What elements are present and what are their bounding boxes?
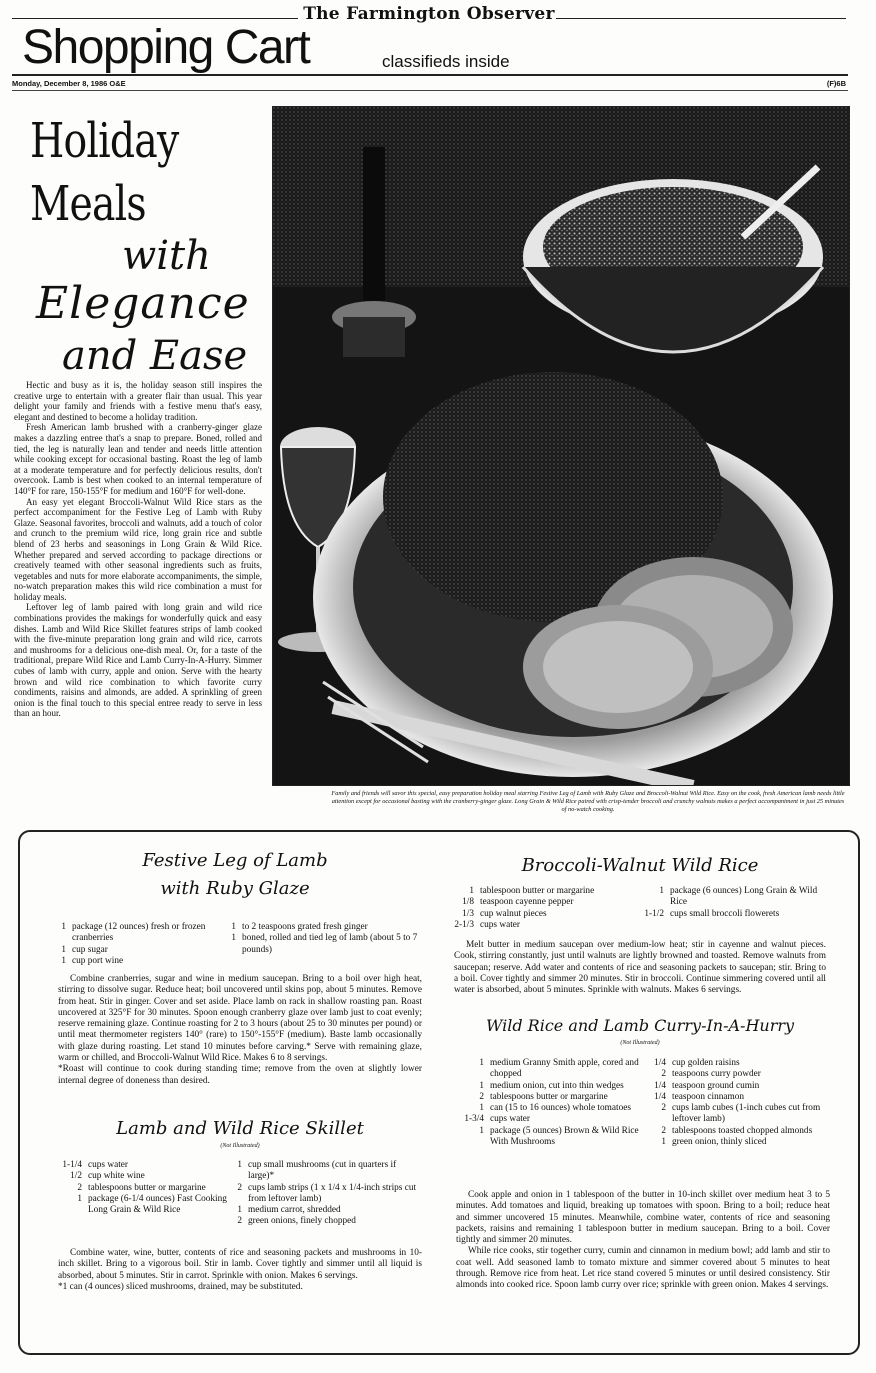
ingredient-text: cups water [490,1114,531,1125]
ingredient-line [640,886,820,909]
ingredient-line [58,1183,233,1194]
article-paragraph: An easy yet elegant Broccoli-Walnut Wild Rice stars as the perfect accompaniment for the Festive Leg of Lamb with Ruby Glaze. Seasonal favorites, broccoli and walnuts, add a touch of color and crunch to the premium wild rice, long grain rice and subtle blend of 23 herbs and seasonings in Long Grain & Wild Rice. Whether prepared and served according to package directions or creatively teamed with other seasonal ingredients such as fruits, vegetables and nuts for more elaborate accompaniments, the simple, no-watch preparation makes this wild rice combination a must for holiday meals. [14,496,262,602]
ingredient-line [648,1126,832,1137]
masthead-rule-right [556,18,846,19]
ingredient-text: cups lamb strips (1 x 1/4 x 1/4-inch strips cut from leftover lamb) [248,1182,417,1204]
ingredient-line [648,1058,832,1069]
dateline-rule [12,90,848,91]
ingredient-text: tablespoons butter or margarine [490,1091,608,1102]
article-paragraph: Hectic and busy as it is, the holiday season still inspires the creative urge to entertain with a greater flair than usual. This year delight your family and friends with a festive menu that's easy, elegant and destined to become a holiday tradition. [14,380,262,422]
broccoli-directions [454,940,826,996]
ingredient-line [234,1183,424,1206]
ingredient-text: cups lamb cubes (1-inch cubes cut from leftover lamb) [672,1103,821,1125]
ingredient-amount: 1 [479,1125,484,1136]
ingredient-text: green onion, thinly sliced [672,1137,767,1148]
photo-caption: Family and friends will savor this special, easy preparation holiday meal starring Festive Leg of Lamb with Ruby Glaze and Broccoli-Walnut Wild Rice. Easy on the cook, fresh American lamb needs little attention except for occasional basting with the cranberry-ginger glaze. Long Grain & Wild Rice paired with crisp-tender broccoli and crunchy walnuts makes a perfect accompaniment in just 25 minutes of no-watch cooking. [331,790,845,813]
ingredient-amount: 1/8 [462,897,474,908]
ingredient-line [234,1160,424,1183]
ingredient-amount: 1 [469,886,474,896]
ingredient-amount: 1/4 [654,1091,666,1102]
ingredient-text: boned, rolled and tied leg of lamb (about 5 to 7 pounds) [242,933,418,955]
ingredient-text: cup small mushrooms (cut in quarters if large)* [248,1160,397,1182]
ingredient-line [648,1092,832,1103]
ingredient-line [458,1058,654,1081]
ingredient-line [228,922,418,933]
ingredient-line [648,1081,832,1092]
ingredient-amount: 2 [661,1103,666,1114]
broccoli-ingredients-left [448,886,648,931]
section-tagline: classifieds inside [382,52,510,71]
ingredient-line [448,909,648,920]
ingredient-amount: 2-1/3 [454,919,474,930]
ingredient-line [458,1103,654,1114]
ingredient-text: cups small broccoli flowerets [670,908,780,919]
ingredient-amount: 1/4 [654,1058,666,1068]
recipe-subtitle-curry: (Not Illustrated) [620,1040,660,1046]
section-title: Shopping Cart [22,21,310,74]
ingredient-line [448,886,648,897]
ingredient-text: package (5 ounces) Brown & Wild Rice With Mushrooms [490,1125,639,1148]
ingredient-text: green onions, finely chopped [248,1216,356,1227]
ingredient-text: cup walnut pieces [480,908,547,919]
ingredient-text: teaspoon cayenne pepper [480,897,574,908]
recipe-title-lamb-1: Festive Leg of Lamb [142,850,328,871]
broccoli-ingredients-right [640,886,820,920]
article-paragraph: Fresh American lamb brushed with a cranberry-ginger glaze makes a dazzling entree that's a snap to prepare. Boned, rolled and tied, the leg is naturally lean and tender and needs little attention while cooking except for occasional basting. Roast the leg of lamb at a moderate temperature and for perfectly delicious results, don't overcook. Lamb is best when cooked to an internal temperature of 140°F for rare, 150-155°F for medium and 160°F for well-done. [14,422,262,496]
ingredient-text: teaspoon cinnamon [672,1091,745,1102]
ingredient-amount: 1 [237,1160,242,1170]
ingredient-line [458,1114,654,1125]
ingredient-amount: 2 [237,1182,242,1193]
dateline: Monday, December 8, 1986 O&E [12,79,126,88]
ingredient-amount: 1 [77,1193,82,1204]
ingredient-line [458,1126,654,1149]
article-paragraph: Leftover leg of lamb paired with long grain and wild rice combinations provides the makings for wonderfully quick and easy dishes. Lamb and Wild Rice Skillet features strips of lamb cooked with the five-minute preparation long grain and wild rice, carrots and mushrooms for a delicious one-dish meal. Or, for a taste of the traditional, prepare Wild Rice and Lamb Curry-In-A-Hurry. Simmer cubes of lamb with curry, apple and onion. Serve with the hearty brown and wild rice combination to which favorite curry condiments, raisins and almonds, are added. A sprinkling of green onion is the final touch to this special entree ready to serve in less than an hour. [14,602,262,719]
ingredient-line [58,1194,233,1217]
ingredient-line [458,1092,654,1103]
ingredient-line [58,945,238,956]
lamb-ingredients-left [58,922,238,967]
ingredient-line [648,1069,832,1080]
masthead-rule-left [12,18,298,19]
recipe-title-broccoli: Broccoli-Walnut Wild Rice [521,855,759,876]
directions-text: Cook apple and onion in 1 tablespoon of the butter in 10-inch skillet over medium heat 3 to 5 minutes. Add tomatoes and liquid, breaking up tomatoes with spoon. Bring to a boil; reduce heat and simmer uncovered 15 minutes. Meanwhile, combine water, contents of rice and seasoning packets, raisins and remaining 1 tablespoon butter in medium saucepan. Bring to a boil. Cover tightly and simmer 20 minutes. [456,1190,830,1246]
recipe-title-lamb-2: with Ruby Glaze [160,878,310,899]
ingredient-amount: 2 [661,1069,666,1080]
ingredient-text: teaspoon ground cumin [672,1080,760,1091]
headline-line-5: and Ease [62,333,248,379]
directions-text: Melt butter in medium saucepan over medium-low heat; stir in cayenne and walnut pieces. Cook, stirring constantly, just until walnuts are lightly browned and toasted. Remove walnuts from saucepan; reserve. Add water and contents of rice and seasoning packets to saucepan; stir. Bring to a boil. Cover tightly and simmer 20 minutes. Stir in broccoli. Continue simmering covered until all water is absorbed, about 5 minutes. Sprinkle with walnuts. Makes 6 servings. [454,940,826,996]
ingredient-line [234,1216,424,1227]
ingredient-amount: 1 [231,922,236,932]
recipe-title-skillet: Lamb and Wild Rice Skillet [116,1118,364,1139]
ingredient-line [58,956,238,967]
ingredient-amount: 1-3/4 [464,1114,484,1125]
ingredient-line [640,909,820,920]
ingredient-line [58,1160,233,1171]
ingredient-text: package (6-1/4 ounces) Fast Cooking Long Grain & Wild Rice [88,1193,227,1216]
directions-text: Combine water, wine, butter, contents of rice and seasoning packets and mushrooms in 10-inch skillet. Bring to a vigorous boil. Stir in lamb. Cover tightly and simmer until all liquid is absorbed, about 5 minutes. Stir in carrot. Sprinkle with onion. Makes 6 servings. [58,1248,422,1281]
ingredient-text: tablespoon butter or margarine [480,886,595,896]
ingredient-line [58,1171,233,1182]
curry-ingredients-right [648,1058,832,1148]
article-body [14,380,262,719]
ingredient-amount: 1 [661,1137,666,1148]
ingredient-amount: 1 [61,955,66,966]
ingredient-text: tablespoons toasted chopped almonds [672,1125,813,1136]
directions-note: *1 can (4 ounces) sliced mushrooms, drained, may be substituted. [58,1281,303,1292]
lamb-dinner-photo [273,107,850,786]
ingredient-text: medium onion, cut into thin wedges [490,1080,624,1091]
ingredient-text: cup golden raisins [672,1058,740,1068]
ingredient-amount: 2 [77,1182,82,1193]
feature-photo [272,106,850,786]
directions-text: Combine cranberries, sugar and wine in medium saucepan. Bring to a boil over high heat, stirring to dissolve sugar. Reduce heat; boil uncovered until skins pop, about 5 minutes. Remove from heat. Stir in ginger. Cover and set aside. Place lamb on rack in shallow roasting pan. Roast uncovered at 325°F for 30 minutes. Spoon enough cranberry glaze over lamb just to coat evenly; reserve remaining glaze. Continue roasting for 2 to 3 hours (about 25 to 30 minutes per pound) or until meat thermometer registers 140° (rare) to 150°-155°F (medium). Baste lamb occasionally with glaze during roasting. Let stand 10 minutes before carving.* Serve with remaining glaze, warm or chilled, and Broccoli-Walnut Wild Rice. Makes 6 to 8 servings. [58,974,422,1064]
ingredient-amount: 1-1/2 [644,908,664,919]
ingredient-line [648,1137,832,1148]
ingredient-amount: 1 [61,922,66,932]
ingredient-text: cups water [88,1160,129,1170]
ingredient-line [228,933,418,956]
ingredient-amount: 1 [659,886,664,896]
ingredient-amount: 2 [479,1091,484,1102]
ingredient-line [648,1103,832,1126]
curry-directions [456,1190,830,1292]
ingredient-line [448,920,648,931]
lamb-directions [58,974,422,1087]
ingredient-text: can (15 to 16 ounces) whole tomatoes [490,1103,631,1114]
ingredient-line [234,1205,424,1216]
curry-ingredients-left [458,1058,654,1148]
ingredient-amount: 1 [479,1103,484,1114]
skillet-ingredients-left [58,1160,233,1216]
headline-line-2: Meals [30,176,146,232]
page-number: (F)6B [826,79,846,88]
ingredient-text: tablespoons butter or margarine [88,1182,206,1193]
ingredient-amount: 1 [61,944,66,955]
recipe-title-curry: Wild Rice and Lamb Curry-In-A-Hurry [485,1016,795,1035]
ingredient-amount: 2 [237,1216,242,1227]
ingredient-amount: 1 [237,1205,242,1216]
ingredient-text: package (12 ounces) fresh or frozen cranberries [72,922,206,944]
lamb-ingredients-right [228,922,418,956]
headline-line-4: Elegance [36,278,250,329]
ingredient-text: cup sugar [72,944,108,955]
ingredient-text: cup port wine [72,955,124,966]
ingredient-text: package (6 ounces) Long Grain & Wild Rice [670,886,818,908]
ingredient-text: medium Granny Smith apple, cored and chopped [490,1058,639,1080]
ingredient-text: cup white wine [88,1171,145,1182]
ingredient-amount: 1/2 [70,1171,82,1182]
ingredient-line [58,922,238,945]
ingredient-amount: 2 [661,1125,666,1136]
ingredient-amount: 1/3 [462,908,474,919]
newspaper-name: The Farmington Observer [303,4,555,24]
skillet-directions [58,1248,422,1293]
skillet-ingredients-right [234,1160,424,1228]
masthead-bottom-rule [12,74,848,76]
ingredient-text: medium carrot, shredded [248,1205,341,1216]
ingredient-text: to 2 teaspoons grated fresh ginger [242,922,368,932]
ingredient-line [448,897,648,908]
directions-text: While rice cooks, stir together curry, cumin and cinnamon in medium bowl; add lamb and stir to coat well. Add seasoned lamb to tomato mixture and simmer covered about 5 minutes to heat through. Remove rice from heat. Let rice stand covered 5 minutes or until desired consistency. Stir almonds into cooked rice. Spoon lamb curry over rice; sprinkle with green onion. Makes 4 servings. [456,1246,830,1291]
ingredient-line [458,1081,654,1092]
ingredient-amount: 1/4 [654,1080,666,1091]
ingredient-amount: 1 [231,933,236,944]
ingredient-amount: 1 [479,1080,484,1091]
ingredient-amount: 1-1/4 [62,1160,82,1170]
headline-line-1: Holiday [30,113,179,169]
ingredient-text: cups water [480,919,521,930]
headline-line-3: with [122,233,211,279]
directions-note: *Roast will continue to cook during standing time; remove from the oven at slightly lower internal degree of doneness than desired. [58,1064,422,1086]
ingredient-amount: 1 [479,1058,484,1068]
recipe-subtitle-skillet: (Not Illustrated) [220,1143,260,1149]
ingredient-text: teaspoons curry powder [672,1069,761,1080]
